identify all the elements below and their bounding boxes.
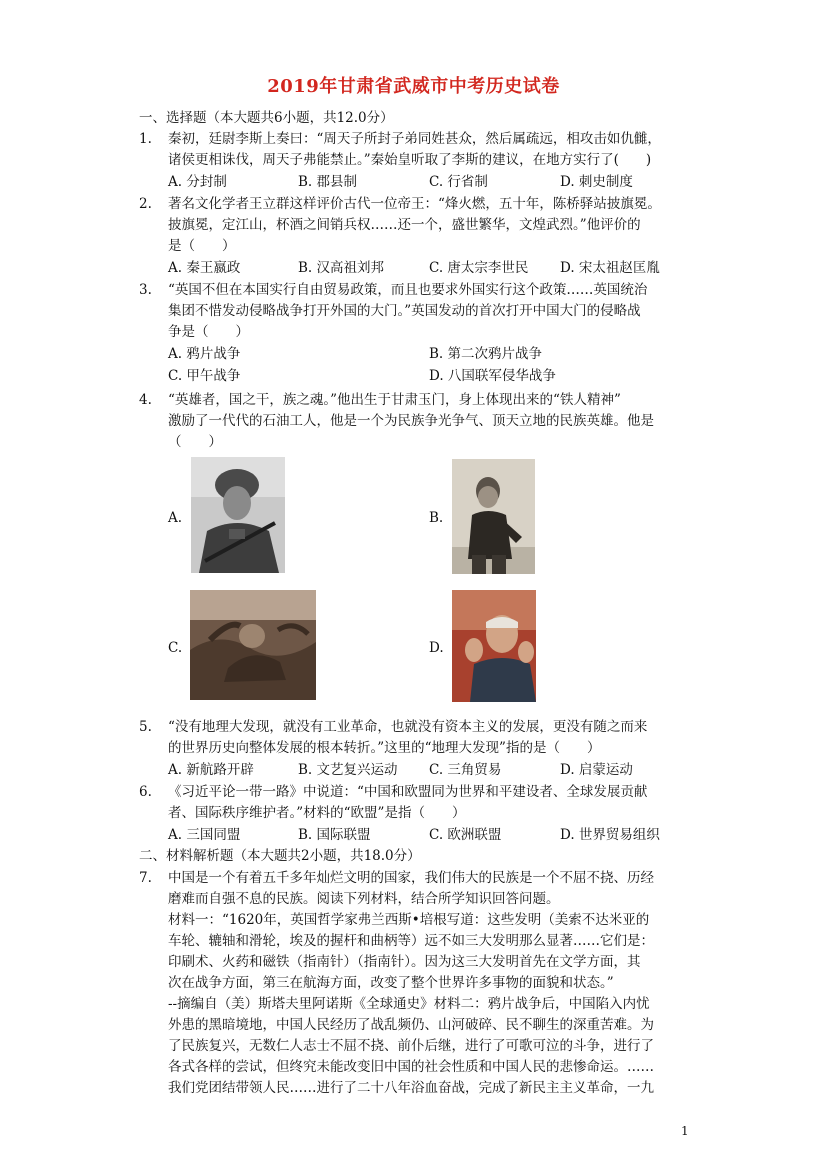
- question-text-line: “英国不但在本国实行自由贸易政策，而且也要求外国实行这个政策……英国统治: [168, 282, 648, 298]
- page-title: 2019年甘肃省武威市中考历史试卷: [267, 76, 560, 97]
- portrait-photo-d: [452, 590, 536, 702]
- option-b[interactable]: B. 郡县制: [298, 174, 358, 190]
- question-number: 7.: [139, 870, 152, 886]
- material-text-line: 我们党团结带领人民……进行了二十八年浴血奋战，完成了新民主主义革命，一九: [168, 1080, 654, 1096]
- question-text-line: 著名文化学者王立群这样评价古代一位帝王：“烽火燃，五十年，陈桥驿站披旗冕。: [168, 196, 661, 212]
- option-a[interactable]: A. 三国同盟: [168, 827, 241, 843]
- option-d[interactable]: D. 宋太祖赵匡胤: [560, 260, 660, 276]
- question-number: 1.: [139, 131, 152, 147]
- question-number: 4.: [139, 392, 152, 408]
- portrait-photo-b: [452, 459, 535, 574]
- material-text-line: 材料一：“1620年，英国哲学家弗兰西斯•培根写道：这些发明（美索不达米亚的: [168, 912, 650, 928]
- material-text-line: 外患的黑暗境地，中国人民经历了战乱频仍、山河破碎、民不聊生的深重苦难。为: [168, 1017, 654, 1033]
- option-c[interactable]: C. 甲午战争: [168, 368, 241, 384]
- portrait-photo-c: [190, 590, 316, 700]
- option-d[interactable]: D. 启蒙运动: [560, 762, 633, 778]
- question-number: 3.: [139, 282, 152, 298]
- option-a[interactable]: A. 鸦片战争: [168, 346, 241, 362]
- option-b[interactable]: B. 第二次鸦片战争: [429, 346, 543, 362]
- option-c[interactable]: C. 三角贸易: [429, 762, 502, 778]
- option-a[interactable]: A. 分封制: [168, 174, 227, 190]
- option-a[interactable]: A. 秦王嬴政: [168, 260, 241, 276]
- option-d[interactable]: D.: [429, 640, 444, 656]
- option-c[interactable]: C. 唐太宗李世民: [429, 260, 529, 276]
- question-text-line: 是（ ）: [168, 238, 236, 254]
- option-b[interactable]: B.: [429, 510, 444, 526]
- question-text-line: （ ）: [168, 434, 222, 450]
- question-number: 2.: [139, 196, 152, 212]
- option-a[interactable]: A. 新航路开辟: [168, 762, 254, 778]
- option-a[interactable]: A.: [168, 510, 183, 526]
- material-text-line: --摘编自（美）斯塔夫里阿诺斯《全球通史》材料二：鸦片战争后，中国陷入内忧: [168, 996, 650, 1012]
- option-b[interactable]: B. 国际联盟: [298, 827, 371, 843]
- question-text-line: 诸侯更相诛伐，周天子弗能禁止。”秦始皇听取了李斯的建议，在地方实行了( ): [168, 152, 652, 168]
- option-b[interactable]: B. 汉高祖刘邦: [298, 260, 385, 276]
- material-text-line: 印刷术、火药和磁铁（指南针）（指南针）。因为这三大发明首先在文学方面，其: [168, 954, 641, 970]
- option-c[interactable]: C. 行省制: [429, 174, 488, 190]
- question-text-line: 激励了一代代的石油工人，他是一个为民族争光争气、顶天立地的民族英雄。他是: [168, 413, 654, 429]
- option-d[interactable]: D. 世界贸易组织: [560, 827, 660, 843]
- option-c[interactable]: C. 欧洲联盟: [429, 827, 502, 843]
- option-d[interactable]: D. 八国联军侵华战争: [429, 368, 556, 384]
- section-heading-material: 二、材料解析题（本大题共2小题，共18.0分）: [139, 848, 421, 864]
- section-heading-choice: 一、选择题（本大题共6小题，共12.0分）: [139, 110, 394, 126]
- option-c[interactable]: C.: [168, 640, 183, 656]
- material-text-line: 了民族复兴，无数仁人志士不屈不挠、前仆后继，进行了可歌可泣的斗争，进行了: [168, 1038, 654, 1054]
- question-text-line: 磨难而自强不息的民族。阅读下列材料，结合所学知识回答问题。: [168, 891, 560, 907]
- material-text-line: 车轮、辘轴和滑轮，埃及的握杆和曲柄等）远不如三大发明那么显著……它们是：: [168, 933, 654, 949]
- material-text-line: 各式各样的尝试，但终究未能改变旧中国的社会性质和中国人民的悲惨命运。……: [168, 1059, 654, 1075]
- portrait-photo-a: [191, 457, 285, 573]
- question-text-line: 《习近平论一带一路》中说道：“中国和欧盟同为世界和平建设者、全球发展贡献: [168, 784, 648, 800]
- question-text-line: 披旗冕，定江山，杯酒之间销兵权……还一个，盛世繁华，文煌武烈。”他评价的: [168, 217, 641, 233]
- material-text-line: 次在战争方面，第三在航海方面，改变了整个世界许多事物的面貌和状态。”: [168, 975, 614, 991]
- question-number: 5.: [139, 719, 152, 735]
- question-text-line: 秦初，廷尉李斯上奏曰：“周天子所封子弟同姓甚众，然后属疏远，相攻击如仇雠，: [168, 131, 661, 147]
- option-b[interactable]: B. 文艺复兴运动: [298, 762, 398, 778]
- question-text-line: 者、国际秩序维护者。”材料的“欧盟”是指（ ）: [168, 805, 466, 821]
- question-text-line: 的世界历史向整体发展的根本转折。”这里的“地理大发现”指的是（ ）: [168, 740, 601, 756]
- page-number: 1: [681, 1124, 689, 1138]
- option-d[interactable]: D. 刺史制度: [560, 174, 633, 190]
- question-text-line: 中国是一个有着五千多年灿烂文明的国家，我们伟大的民族是一个不屈不挠、历经: [168, 870, 654, 886]
- question-text-line: 争是（ ）: [168, 324, 249, 340]
- question-text-line: 集团不惜发动侵略战争打开外国的大门。”英国发动的首次打开中国大门的侵略战: [168, 303, 641, 319]
- question-text-line: “英雄者，国之干，族之魂。”他出生于甘肃玉门，身上体现出来的“铁人精神”: [168, 392, 621, 408]
- question-number: 6.: [139, 784, 152, 800]
- question-text-line: “没有地理大发现，就没有工业革命，也就没有资本主义的发展，更没有随之而来: [168, 719, 648, 735]
